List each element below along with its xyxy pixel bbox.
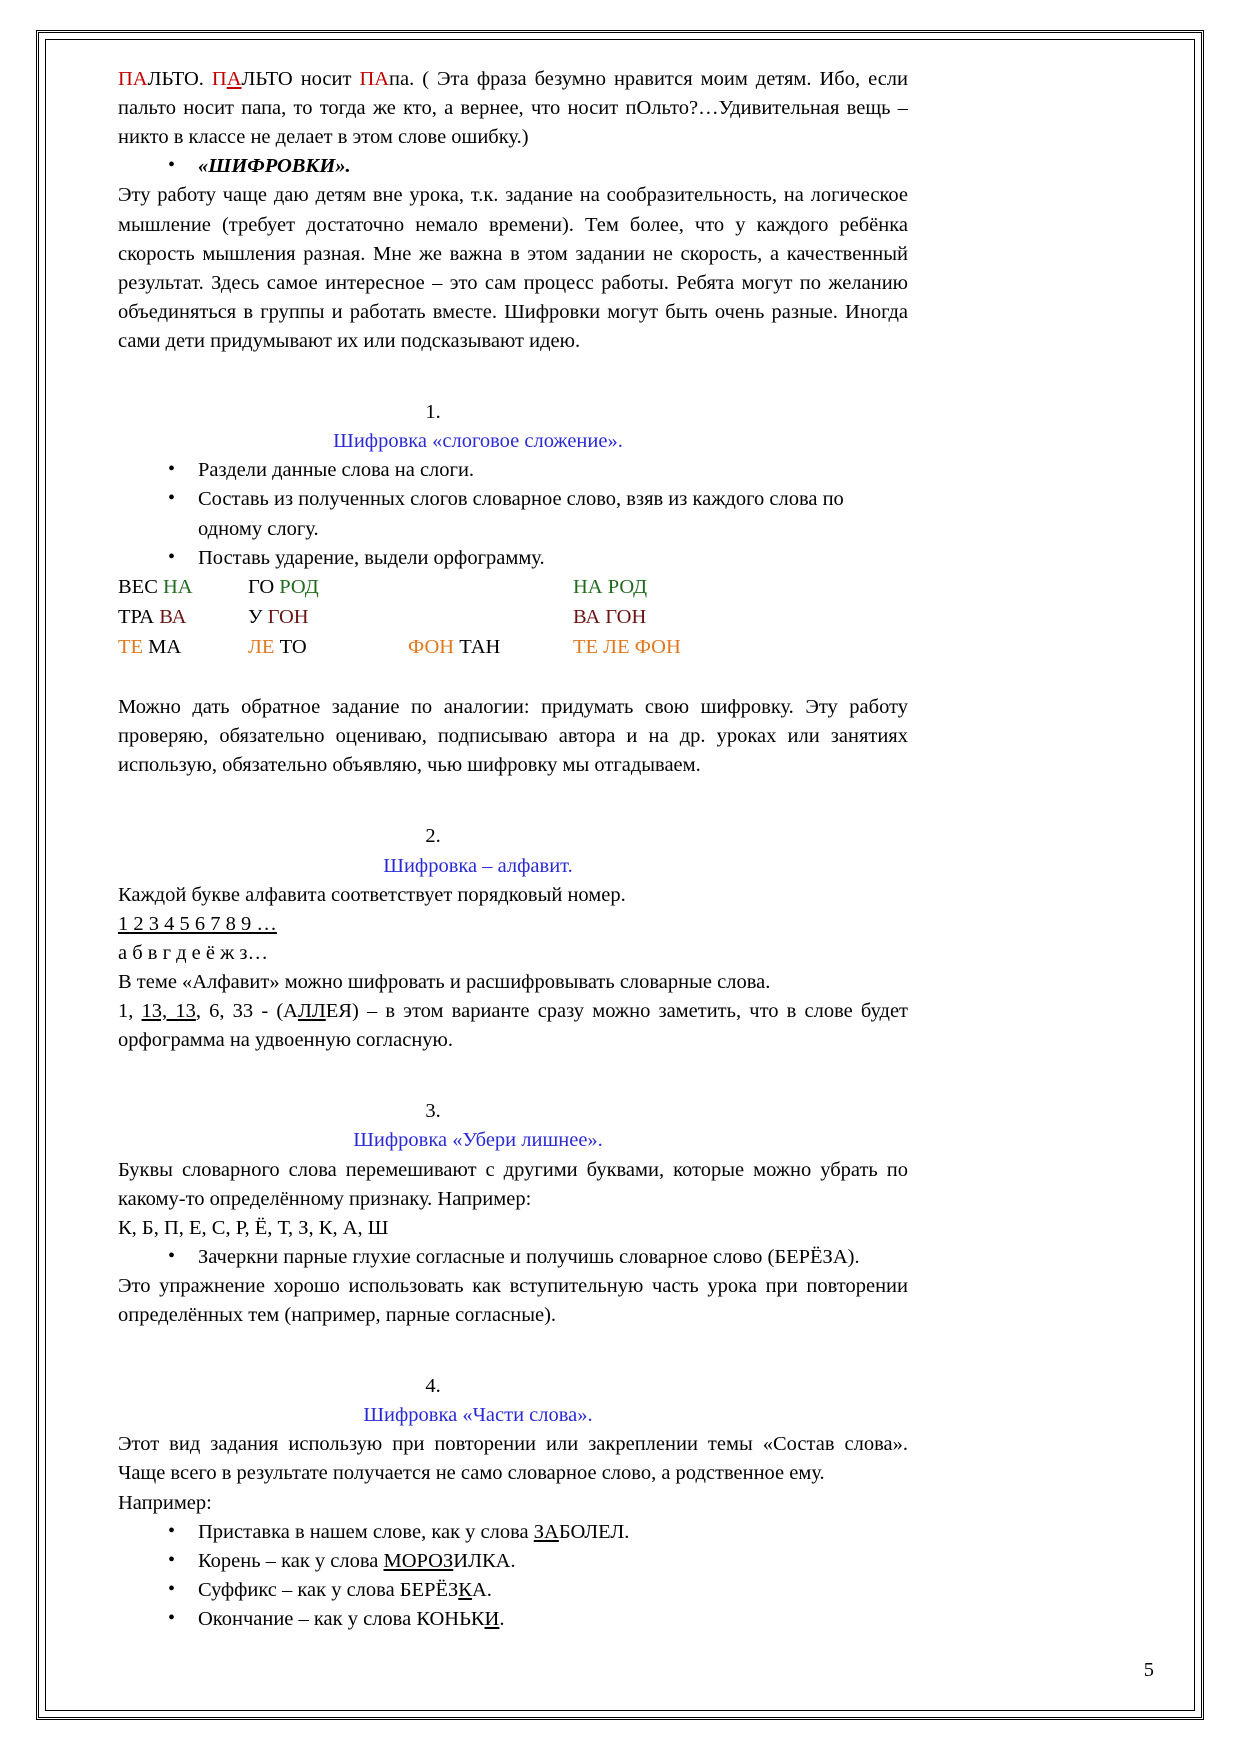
example-mid: , 6, 33 - (А: [195, 1000, 298, 1023]
bullet-suffix: БОЛЕЛ.: [558, 1520, 630, 1543]
list-item: • Составь из полученных слогов словарное слово, взяв из каждого слова по одному слогу.: [118, 485, 908, 543]
bullet-underlined: ЗА: [533, 1520, 559, 1543]
section4-heading: Шифровка «Части слова».: [363, 1404, 593, 1427]
list-item: [118, 1547, 908, 1576]
numbers-underlined: 1 2 3 4 5 6 7 8 9 …: [118, 912, 277, 935]
syllable-plain: ВЕС: [118, 575, 163, 598]
list-item: [118, 1576, 908, 1605]
syllable-answer: [573, 603, 908, 633]
bullet-underlined: МОРОЗ: [383, 1549, 454, 1572]
section2-line1: Каждой букве алфавита соответствует порядковый номер.: [118, 883, 626, 906]
palto-rest-1: ЛЬТО.: [147, 68, 212, 90]
syllable-cell: [408, 603, 573, 633]
section2-number: 2.: [425, 825, 441, 848]
section3-bullets: [118, 1243, 908, 1272]
document-body: [118, 65, 908, 1634]
spacer: [118, 663, 908, 693]
papa-red-3: ПА: [359, 68, 390, 90]
bullet-underlined: И: [484, 1608, 500, 1631]
palto-rest-3: па. ( Эта фраза безумно нравится моим детям. Ибо, если пальто носит папа, то тогда же кто, а вернее, что носит пОльто?…Удивительная вещь – никто в классе не делает в этом слове ошибку.): [118, 68, 908, 149]
page-number: 5: [1143, 1659, 1154, 1681]
bullet-prefix: Окончание – как у слова КОНЬК: [198, 1608, 485, 1631]
table-row: [118, 603, 908, 633]
list-item: [118, 1605, 908, 1634]
palto-red-2: [212, 68, 242, 90]
syllable-colored: РОД: [279, 575, 319, 598]
syllable-colored: НА: [163, 575, 193, 598]
shifrovki-title: «ШИФРОВКИ».: [198, 155, 351, 178]
section4-number: 4.: [425, 1375, 441, 1398]
syllable-answer-text: НА РОД: [573, 575, 648, 598]
palto-stressed-a: А: [226, 68, 242, 90]
syllable-cell: [248, 603, 408, 633]
syllable-cell: [118, 603, 248, 633]
section1-bullets: [118, 456, 908, 572]
spacer: [118, 1330, 908, 1372]
section2-numbers-line: [118, 910, 908, 939]
list-item: • Зачеркни парные глухие согласные и получишь словарное слово (БЕРЁЗА).: [118, 1243, 908, 1272]
syllable-colored: ФОН: [408, 635, 455, 658]
section1-number: 1.: [425, 401, 441, 424]
syllable-colored: ЛЕ: [248, 635, 275, 658]
section3-paragraph-1: Буквы словарного слова перемешивают с другими буквами, которые можно убрать по какому-то определённому признаку. Например:: [118, 1158, 908, 1210]
syllable-cell: [408, 573, 573, 603]
syllable-cell: [118, 633, 248, 663]
table-row: [118, 573, 908, 603]
spacer: [118, 780, 908, 822]
section2-letters-line: а б в г д е ё ж з…: [118, 941, 269, 964]
syllable-answer-text: ВА ГОН: [573, 605, 647, 628]
section4-paragraph-2: Например:: [118, 1491, 212, 1514]
example-underlined-ll: ЛЛ: [297, 1000, 326, 1023]
section3-number: 3.: [425, 1100, 441, 1123]
list-item: [118, 1518, 908, 1547]
intro-paragraph: [118, 65, 908, 152]
section2-example: [118, 997, 908, 1055]
shifrovki-paragraph: Эту работу чаще даю детям вне урока, т.к. задание на сообразительность, на логическое мышление (требует достаточно немало времени). Тем более, что у каждого ребёнка скорость мышления разная. Мне же важна в этом задании не скорость, а качественный результат. Здесь самое интересное – это сам процесс работы. Ребята могут по желанию объединяться в группы и работать вместе. Шифровки могут быть очень разные. Иногда сами дети придумывают их или подсказывают идею.: [118, 184, 908, 352]
list-item: • Поставь ударение, выдели орфограмму.: [118, 544, 908, 573]
palto-red-2-text: [212, 68, 242, 90]
shifrovki-bullet-list: [118, 152, 908, 181]
spacer: [118, 1055, 908, 1097]
palto-red-1: ПА: [118, 68, 148, 90]
palto-rest-2: ЛЬТО носит: [241, 68, 360, 90]
spacer: [118, 356, 908, 398]
section2-line2: В теме «Алфавит» можно шифровать и расшифровывать словарные слова.: [118, 970, 771, 993]
section3-letters: К, Б, П, Е, С, Р, Ё, Т, З, К, А, Ш: [118, 1216, 389, 1239]
syllable-plain: У: [248, 605, 268, 628]
example-underlined-numbers: 13, 13: [141, 1000, 196, 1023]
syllable-cell: [248, 633, 408, 663]
bullet-prefix: Корень – как у слова: [198, 1549, 384, 1572]
section4-bullets: [118, 1518, 908, 1634]
section1-after-paragraph: Можно дать обратное задание по аналогии: придумать свою шифровку. Эту работу проверяю, обязательно оцениваю, подписываю автора и на др. уроках или занятиях использую, обязательно объявляю, чью шифровку мы отгадываем.: [118, 696, 908, 777]
section3-paragraph-2: Это упражнение хорошо использовать как вступительную часть урока при повторении определённых тем (например, парные согласные).: [118, 1274, 908, 1327]
syllable-colored: ГОН: [267, 605, 309, 628]
syllable-table: [118, 573, 908, 663]
list-item: • Раздели данные слова на слоги.: [118, 456, 908, 485]
section1-heading: Шифровка «слоговое сложение».: [333, 430, 623, 453]
example-suffix: ЕЯ) – в этом варианте сразу можно заметить, что в слове будет орфограмма на удвоенную согласную.: [118, 1000, 909, 1052]
bullet-prefix: Суффикс – как у слова БЕРЁЗ: [198, 1578, 459, 1601]
syllable-colored: ВА: [159, 605, 187, 628]
syllable-plain: ТО: [274, 635, 307, 658]
syllable-answer: [573, 573, 908, 603]
syllable-colored: ТЕ: [118, 635, 144, 658]
palto-pe: П: [211, 68, 227, 90]
syllable-cell: [408, 633, 573, 663]
syllable-plain: ТРА: [118, 605, 160, 628]
syllable-answer-text: ТЕ ЛЕ ФОН: [573, 635, 681, 658]
syllable-answer: [573, 633, 908, 663]
list-item: [118, 152, 908, 181]
table-row: [118, 633, 908, 663]
syllable-plain: ГО: [248, 575, 280, 598]
syllable-cell: [248, 573, 408, 603]
bullet-underlined: К: [458, 1578, 472, 1601]
section4-paragraph-1: Этот вид задания использую при повторении или закреплении темы «Состав слова». Чаще всего в результате получается не само словарное слово, а родственное ему.: [118, 1433, 908, 1485]
syllable-plain: МА: [143, 635, 182, 658]
bullet-suffix: ИЛКА.: [453, 1549, 516, 1572]
section3-heading: Шифровка «Убери лишнее».: [353, 1129, 603, 1152]
syllable-cell: [118, 573, 248, 603]
section2-heading: Шифровка – алфавит.: [383, 854, 573, 877]
bullet-prefix: Приставка в нашем слове, как у слова: [198, 1520, 534, 1543]
bullet-suffix: .: [499, 1608, 505, 1631]
example-prefix: 1,: [118, 1000, 142, 1023]
bullet-suffix: А.: [471, 1578, 492, 1601]
syllable-plain: ТАН: [454, 635, 501, 658]
